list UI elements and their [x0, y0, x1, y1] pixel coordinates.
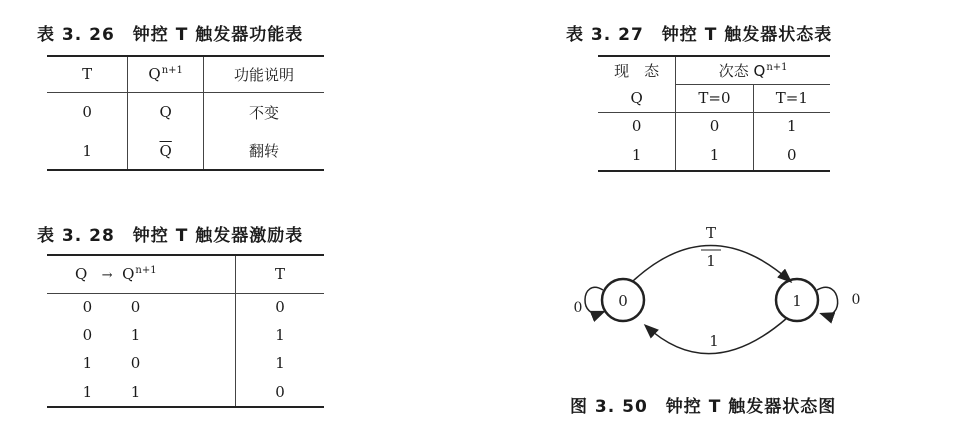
table-cell: 1 [82, 382, 93, 401]
table-326-caption: 表 3. 26 钟控 T 触发器功能表 [37, 25, 304, 45]
table-cell: 0 [753, 140, 830, 171]
table-cell: 1 [130, 326, 141, 344]
q-bar: $\overline{Q}$ [159, 141, 172, 160]
table-cell: 1 [236, 321, 325, 349]
table-327-sub-q: Q [630, 88, 643, 107]
table-327-caption: 表 3. 27 钟控 T 触发器状态表 [566, 25, 833, 45]
table-326-header-desc: 功能说明 [203, 56, 324, 92]
table-328-header-t: T [236, 255, 325, 293]
table-cell: 1 [236, 349, 325, 377]
table-cell: 1 [82, 141, 92, 160]
table-cell: 翻转 [203, 132, 324, 170]
table-cell: 0 [676, 112, 753, 140]
transition-top-value: 1 [706, 252, 716, 270]
table-cell: 0 [82, 326, 93, 344]
table-328-header-transition: Q → $Q^{n+1}$ [75, 265, 157, 284]
table-326-header-t: T [82, 65, 93, 84]
table-cell: 1 [676, 140, 753, 171]
table-cell: 0 [130, 298, 141, 317]
table-327-header-current: 现 态 [614, 62, 660, 80]
figure-350-caption: 图 3. 50 钟控 T 触发器状态图 [570, 397, 837, 417]
table-cell: 1 [82, 354, 93, 372]
table-cell: 0 [130, 354, 141, 372]
self-loop-1-label: 0 [851, 292, 861, 308]
table-326-header-qn: $Q^{n+1}$ [128, 56, 204, 92]
table-cell: 1 [631, 146, 642, 164]
self-loop-0-label: 0 [573, 300, 583, 316]
table-327-header-next: 次态 $Q^{n+1}$ [676, 56, 830, 84]
self-loop-0 [585, 287, 603, 313]
state-0-label: 0 [618, 292, 628, 310]
table-cell: 0 [82, 103, 92, 122]
state-1-label: 1 [792, 292, 802, 310]
table-cell: 不变 [203, 92, 324, 132]
table-cell: 0 [631, 117, 642, 136]
table-cell: 0 [236, 377, 325, 407]
table-327-sub-t1: T=1 [753, 84, 830, 112]
table-cell: 0 [236, 293, 325, 321]
table-cell: 1 [130, 382, 141, 401]
table-328-caption: 表 3. 28 钟控 T 触发器激励表 [37, 226, 304, 246]
table-cell: Q [128, 92, 204, 132]
table-327-sub-t0: T=0 [676, 84, 753, 112]
table-cell: 0 [82, 298, 93, 317]
transition-top-label: T [705, 224, 717, 242]
table-cell: 1 [753, 112, 830, 140]
transition-bottom-value: 1 [709, 332, 719, 350]
self-loop-1 [817, 287, 838, 315]
